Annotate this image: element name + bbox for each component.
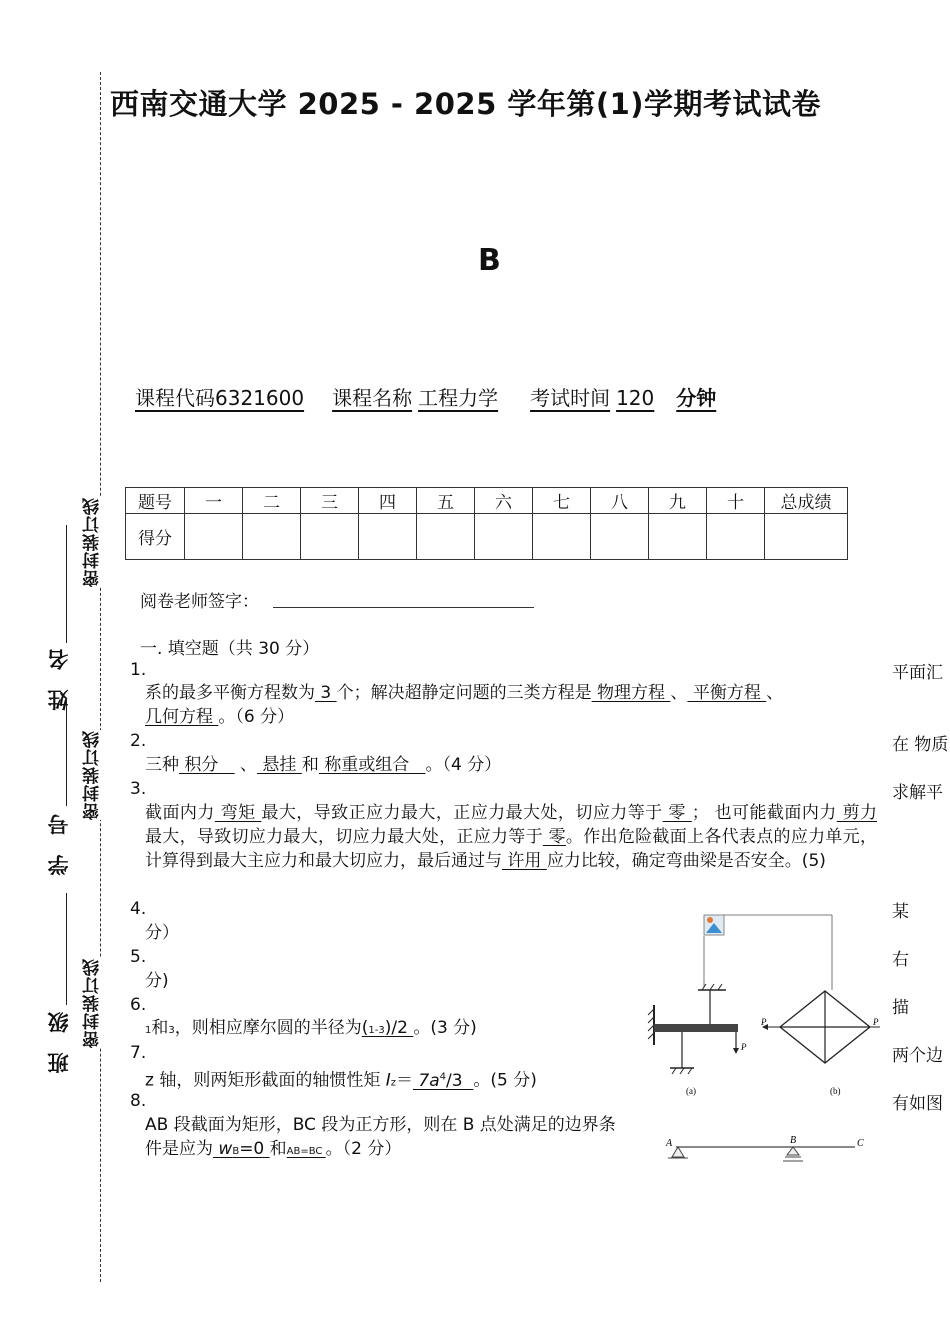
score-cell [417,514,475,560]
q6-sub: 1 [145,1025,152,1036]
q2-answer-1: 积分 [179,755,235,775]
score-header-cell: 十 [707,488,765,514]
grader-signature-line [273,607,534,608]
score-header-cell: 八 [591,488,649,514]
q7-text-part: 。(5 分) [473,1070,537,1091]
q2-text [145,753,885,777]
q3-text-part: ； 也可能截面内力 [691,803,837,823]
score-cell [359,514,417,560]
q7-var: I [385,1070,391,1091]
fig-b-caption: (b) [830,1086,841,1096]
score-header-cell: 五 [417,488,475,514]
fig-a-caption: (a) [686,1086,696,1096]
q3-text-part: 最大，导致切应力最大，切应力最大处，正应力等于 [145,827,543,847]
exam-time: 120 [616,386,655,410]
score-cell [243,514,301,560]
q7-answer-sup: 4 [439,1071,447,1082]
q3-answer-5: 许用 [502,851,547,871]
score-cell [475,514,533,560]
score-cell [765,514,848,560]
score-cell [707,514,765,560]
force-label: P [761,1017,767,1027]
force-label: P [741,1042,747,1052]
q5-number: 5. [130,947,147,967]
q7-var-sub: z [390,1077,396,1089]
q6-text-part: ，则相应摩尔圆的半径为 [174,1018,362,1038]
q1-answer-1: 3 [315,683,337,703]
score-header-cell: 七 [533,488,591,514]
q3-text-part: 最大，导致正应力最大，正应力最大处，切应力等于 [261,803,663,823]
right-fragment-3: 求解平 [892,783,943,803]
figure-a [648,984,747,1096]
score-header-cell: 三 [301,488,359,514]
q8-number: 8. [130,1091,147,1111]
q3-answer-3: 剪力 [836,803,878,823]
score-cell [533,514,591,560]
q1-text-part: 个；解决超静定问题的三类方程是 [336,683,592,703]
q1-answer-3: 平衡方程 [687,683,767,703]
score-header-cell: 题号 [126,488,185,514]
student-id-fill-line [66,698,67,806]
q2-number: 2. [130,731,147,751]
q3-answer-4: 零 [542,827,566,847]
score-cell [591,514,649,560]
student-id-label: 学 号 [47,808,71,876]
q2-text-part: 、 [234,755,258,775]
score-row-label: 得分 [126,514,185,560]
q1-text-part: 、 [670,683,688,703]
figure-b [760,991,880,1096]
q3-answer-1: 弯矩 [214,803,262,823]
q1-text-part: 。（6 分） [218,707,295,727]
course-code: 6321600 [215,386,305,410]
q6-answer-sub: 1-3 [368,1025,385,1036]
q8-text-part: AB 段截面为矩形，BC 段为正方形，则在 B 点处满足的边界条件是应为 [145,1115,616,1159]
beam-figure [665,1135,864,1161]
q6-text-part: 和 [151,1018,169,1038]
q3-answer-2: 零 [662,803,692,823]
q7-answer-part: /3 [446,1070,474,1091]
binding-dashed-line [100,72,101,1282]
q7-answer-part: 7a [413,1070,440,1091]
course-name-label: 课程名称 [332,386,413,410]
q3-text [145,801,877,873]
name-label: 姓 名 [47,643,71,711]
paper-version: B [478,243,501,278]
right-fragment-7: 两个边 [892,1046,943,1066]
q1-answer-4: 几何方程 [145,707,219,727]
beam-label-a: A [666,1138,673,1149]
q8-text-part: 和 [269,1139,287,1159]
force-label: P [873,1017,879,1027]
q8-answer-1 [213,1139,270,1159]
section-title: 一. 填空题（共 30 分） [140,639,320,659]
q7-text-part: z 轴，则两矩形截面的轴惯性矩 [145,1070,386,1091]
mechanics-figure [640,905,880,1175]
broken-image-icon [704,915,724,935]
beam-label-c: C [857,1138,864,1149]
q3-number: 3. [130,779,147,799]
q6-number: 6. [130,995,147,1015]
q8-answer-part: w [213,1139,233,1159]
q3-text-part: 截面内力 [145,803,215,823]
seal-label-3: 密封装订线 [80,958,120,1048]
right-fragment-6: 描 [892,998,909,1018]
seal-label-1: 密封装订线 [80,497,120,587]
q7-answer [413,1071,473,1091]
q4-number: 4. [130,899,147,919]
q6-answer-part: ( [361,1018,369,1038]
right-fragment-5: 右 [892,950,909,970]
q2-answer-2: 悬挂 [257,755,302,775]
q8-answer-sub: B [232,1146,240,1157]
q2-text-part: 三种 [145,755,179,775]
q6-answer [362,1018,414,1038]
exam-time-unit: 分钟 [676,386,717,410]
score-header-cell: 二 [243,488,301,514]
q7-text-part: ＝ [396,1070,413,1091]
right-fragment-1: 平面汇 [892,663,943,683]
exam-time-label: 考试时间 [530,386,611,410]
score-header-cell: 一 [185,488,243,514]
score-cell [649,514,707,560]
q3-text-part: 应力比较，确定弯曲梁是否安全。(5) [546,851,826,871]
seal-label-2: 密封装订线 [80,730,120,820]
right-fragment-8: 有如图 [892,1094,943,1114]
score-header-cell: 总成绩 [765,488,848,514]
course-code-label: 课程代码 [135,386,215,410]
q6-text [145,1016,477,1043]
course-name: 工程力学 [418,386,499,410]
q1-number: 1. [130,660,147,680]
q8-answer-part: =0 [239,1139,270,1159]
course-info-line [135,382,728,411]
class-label: 班 级 [47,1006,71,1074]
q1-text-part: 、 [766,683,784,703]
q8-text [145,1113,625,1164]
q7-number: 7. [130,1043,147,1063]
score-cell [301,514,359,560]
score-table [125,487,848,560]
grader-signature-label: 阅卷老师签字： [140,592,259,612]
q1-text [145,681,885,729]
right-fragment-2: 在 物质 [892,735,949,755]
class-fill-line [66,893,67,1005]
right-fragment-4: 某 [892,902,909,922]
q4-text: 分） [145,923,179,943]
q7-text [145,1065,537,1096]
beam-label-b: B [790,1135,797,1146]
q2-text-part: 。（4 分） [425,755,502,775]
score-cell [185,514,243,560]
exam-title: 西南交通大学 2025 - 2025 学年第(1)学期考试试卷 [110,87,822,121]
q1-answer-2: 物理方程 [591,683,671,703]
q5-text: 分) [145,971,169,991]
q6-answer-part: )/2 [384,1018,414,1038]
name-fill-line [66,525,67,643]
score-header-cell: 九 [649,488,707,514]
q8-answer-2: AB=BC [286,1146,326,1157]
q2-answer-3: 称重或组合 [318,755,426,775]
q8-text-part: 。（2 分） [325,1139,402,1159]
q6-text-part: 。(3 分) [413,1018,477,1038]
q1-text-part: 系的最多平衡方程数为 [145,683,315,703]
q3-text-part: 。作出危险截面上各代表点的应力单元，计算得到最大主应力和最大切应力，最后通过与 [145,827,878,871]
q6-sub: 3 [168,1025,175,1036]
score-header-cell: 六 [475,488,533,514]
q2-text-part: 和 [301,755,319,775]
score-header-cell: 四 [359,488,417,514]
